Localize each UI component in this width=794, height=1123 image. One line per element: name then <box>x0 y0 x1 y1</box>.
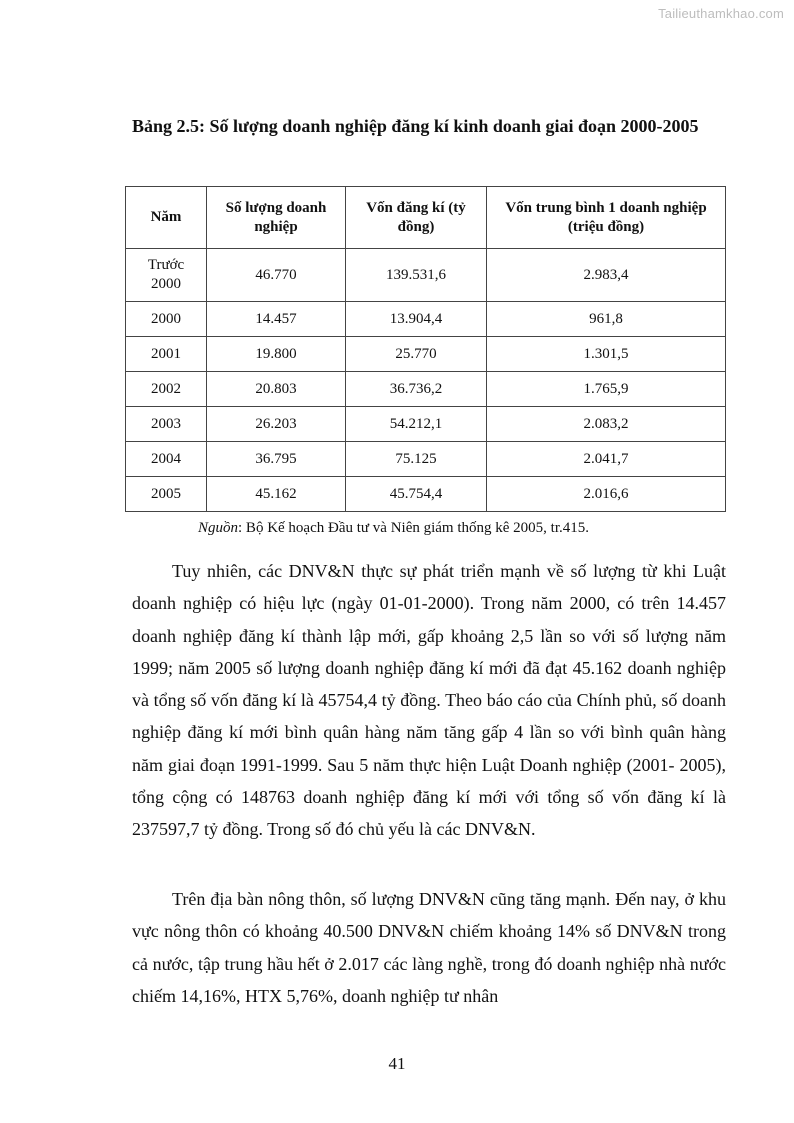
table-row <box>126 337 726 372</box>
table-row <box>126 372 726 407</box>
body-paragraph-1: Tuy nhiên, các DNV&N thực sự phát triển mạnh về số lượng từ khi Luật doanh nghiệp có hiệu lực (ngày 01-01-2000). Trong năm 2000, có trên 14.457 doanh nghiệp đăng kí thành lập mới, gấp khoảng 2,5 lần so với số lượng năm 1999; năm 2005 số lượng doanh nghiệp đăng kí mới đã đạt 45.162 doanh nghiệp và tổng số vốn đăng kí là 45754,4 tỷ đồng. Theo báo cáo của Chính phủ, số doanh nghiệp đăng kí mới bình quân hàng năm tăng gấp 4 lần so với bình quân hàng năm giai đoạn 1991-1999. Sau 5 năm thực hiện Luật Doanh nghiệp (2001- 2005), tổng cộng có 148763 doanh nghiệp đăng kí mới với tổng số vốn đăng kí là 237597,7 tỷ đồng. Trong số đó chủ yếu là các DNV&N. <box>132 561 726 840</box>
table-row <box>126 407 726 442</box>
cell-year: 2000 <box>126 302 207 337</box>
table-row <box>126 477 726 512</box>
cell-registered-capital: 139.531,6 <box>346 249 487 302</box>
cell-year: 2002 <box>126 372 207 407</box>
cell-year: 2001 <box>126 337 207 372</box>
registration-table <box>125 186 726 512</box>
cell-year: Trước 2000 <box>126 249 207 302</box>
body-paragraph-2: Trên địa bàn nông thôn, số lượng DNV&N cũng tăng mạnh. Đến nay, ở khu vực nông thôn có khoảng 40.500 DNV&N chiếm khoảng 14% số DNV&N trong cả nước, tập trung hầu hết ở 2.017 các làng nghề, trong đó doanh nghiệp nhà nước chiếm 14,16%, HTX 5,76%, doanh nghiệp tư nhân <box>132 889 726 1006</box>
cell-year: 2005 <box>126 477 207 512</box>
cell-registered-capital: 13.904,4 <box>346 302 487 337</box>
table-row <box>126 249 726 302</box>
header-registered-capital: Vốn đăng kí (tỷ đồng) <box>346 187 487 249</box>
cell-registered-capital: 45.754,4 <box>346 477 487 512</box>
cell-enterprise-count: 26.203 <box>207 407 346 442</box>
header-average-capital: Vốn trung bình 1 doanh nghiệp (triệu đồng) <box>487 187 726 249</box>
cell-enterprise-count: 46.770 <box>207 249 346 302</box>
cell-year: 2004 <box>126 442 207 477</box>
cell-average-capital: 1.765,9 <box>487 372 726 407</box>
header-enterprise-count: Số lượng doanh nghiệp <box>207 187 346 249</box>
header-year: Năm <box>126 187 207 249</box>
source-label: Nguồn <box>198 520 239 536</box>
table-header-row <box>126 187 726 249</box>
cell-average-capital: 2.983,4 <box>487 249 726 302</box>
source-text: : Bộ Kế hoạch Đầu tư và Niên giám thống kê 2005, tr.415. <box>238 520 589 536</box>
cell-registered-capital: 75.125 <box>346 442 487 477</box>
cell-average-capital: 2.016,6 <box>487 477 726 512</box>
table-source-note <box>198 520 589 537</box>
cell-average-capital: 961,8 <box>487 302 726 337</box>
cell-registered-capital: 54.212,1 <box>346 407 487 442</box>
cell-average-capital: 2.041,7 <box>487 442 726 477</box>
cell-registered-capital: 25.770 <box>346 337 487 372</box>
watermark: Tailieuthamkhao.com <box>658 6 784 21</box>
cell-enterprise-count: 20.803 <box>207 372 346 407</box>
page-number: 41 <box>388 1054 406 1073</box>
cell-registered-capital: 36.736,2 <box>346 372 487 407</box>
cell-average-capital: 2.083,2 <box>487 407 726 442</box>
cell-enterprise-count: 36.795 <box>207 442 346 477</box>
cell-enterprise-count: 45.162 <box>207 477 346 512</box>
cell-enterprise-count: 19.800 <box>207 337 346 372</box>
cell-enterprise-count: 14.457 <box>207 302 346 337</box>
table-caption: Bảng 2.5: Số lượng doanh nghiệp đăng kí kinh doanh giai đoạn 2000-2005 <box>132 116 699 136</box>
table-row <box>126 442 726 477</box>
cell-year: 2003 <box>126 407 207 442</box>
cell-average-capital: 1.301,5 <box>487 337 726 372</box>
table-row <box>126 302 726 337</box>
